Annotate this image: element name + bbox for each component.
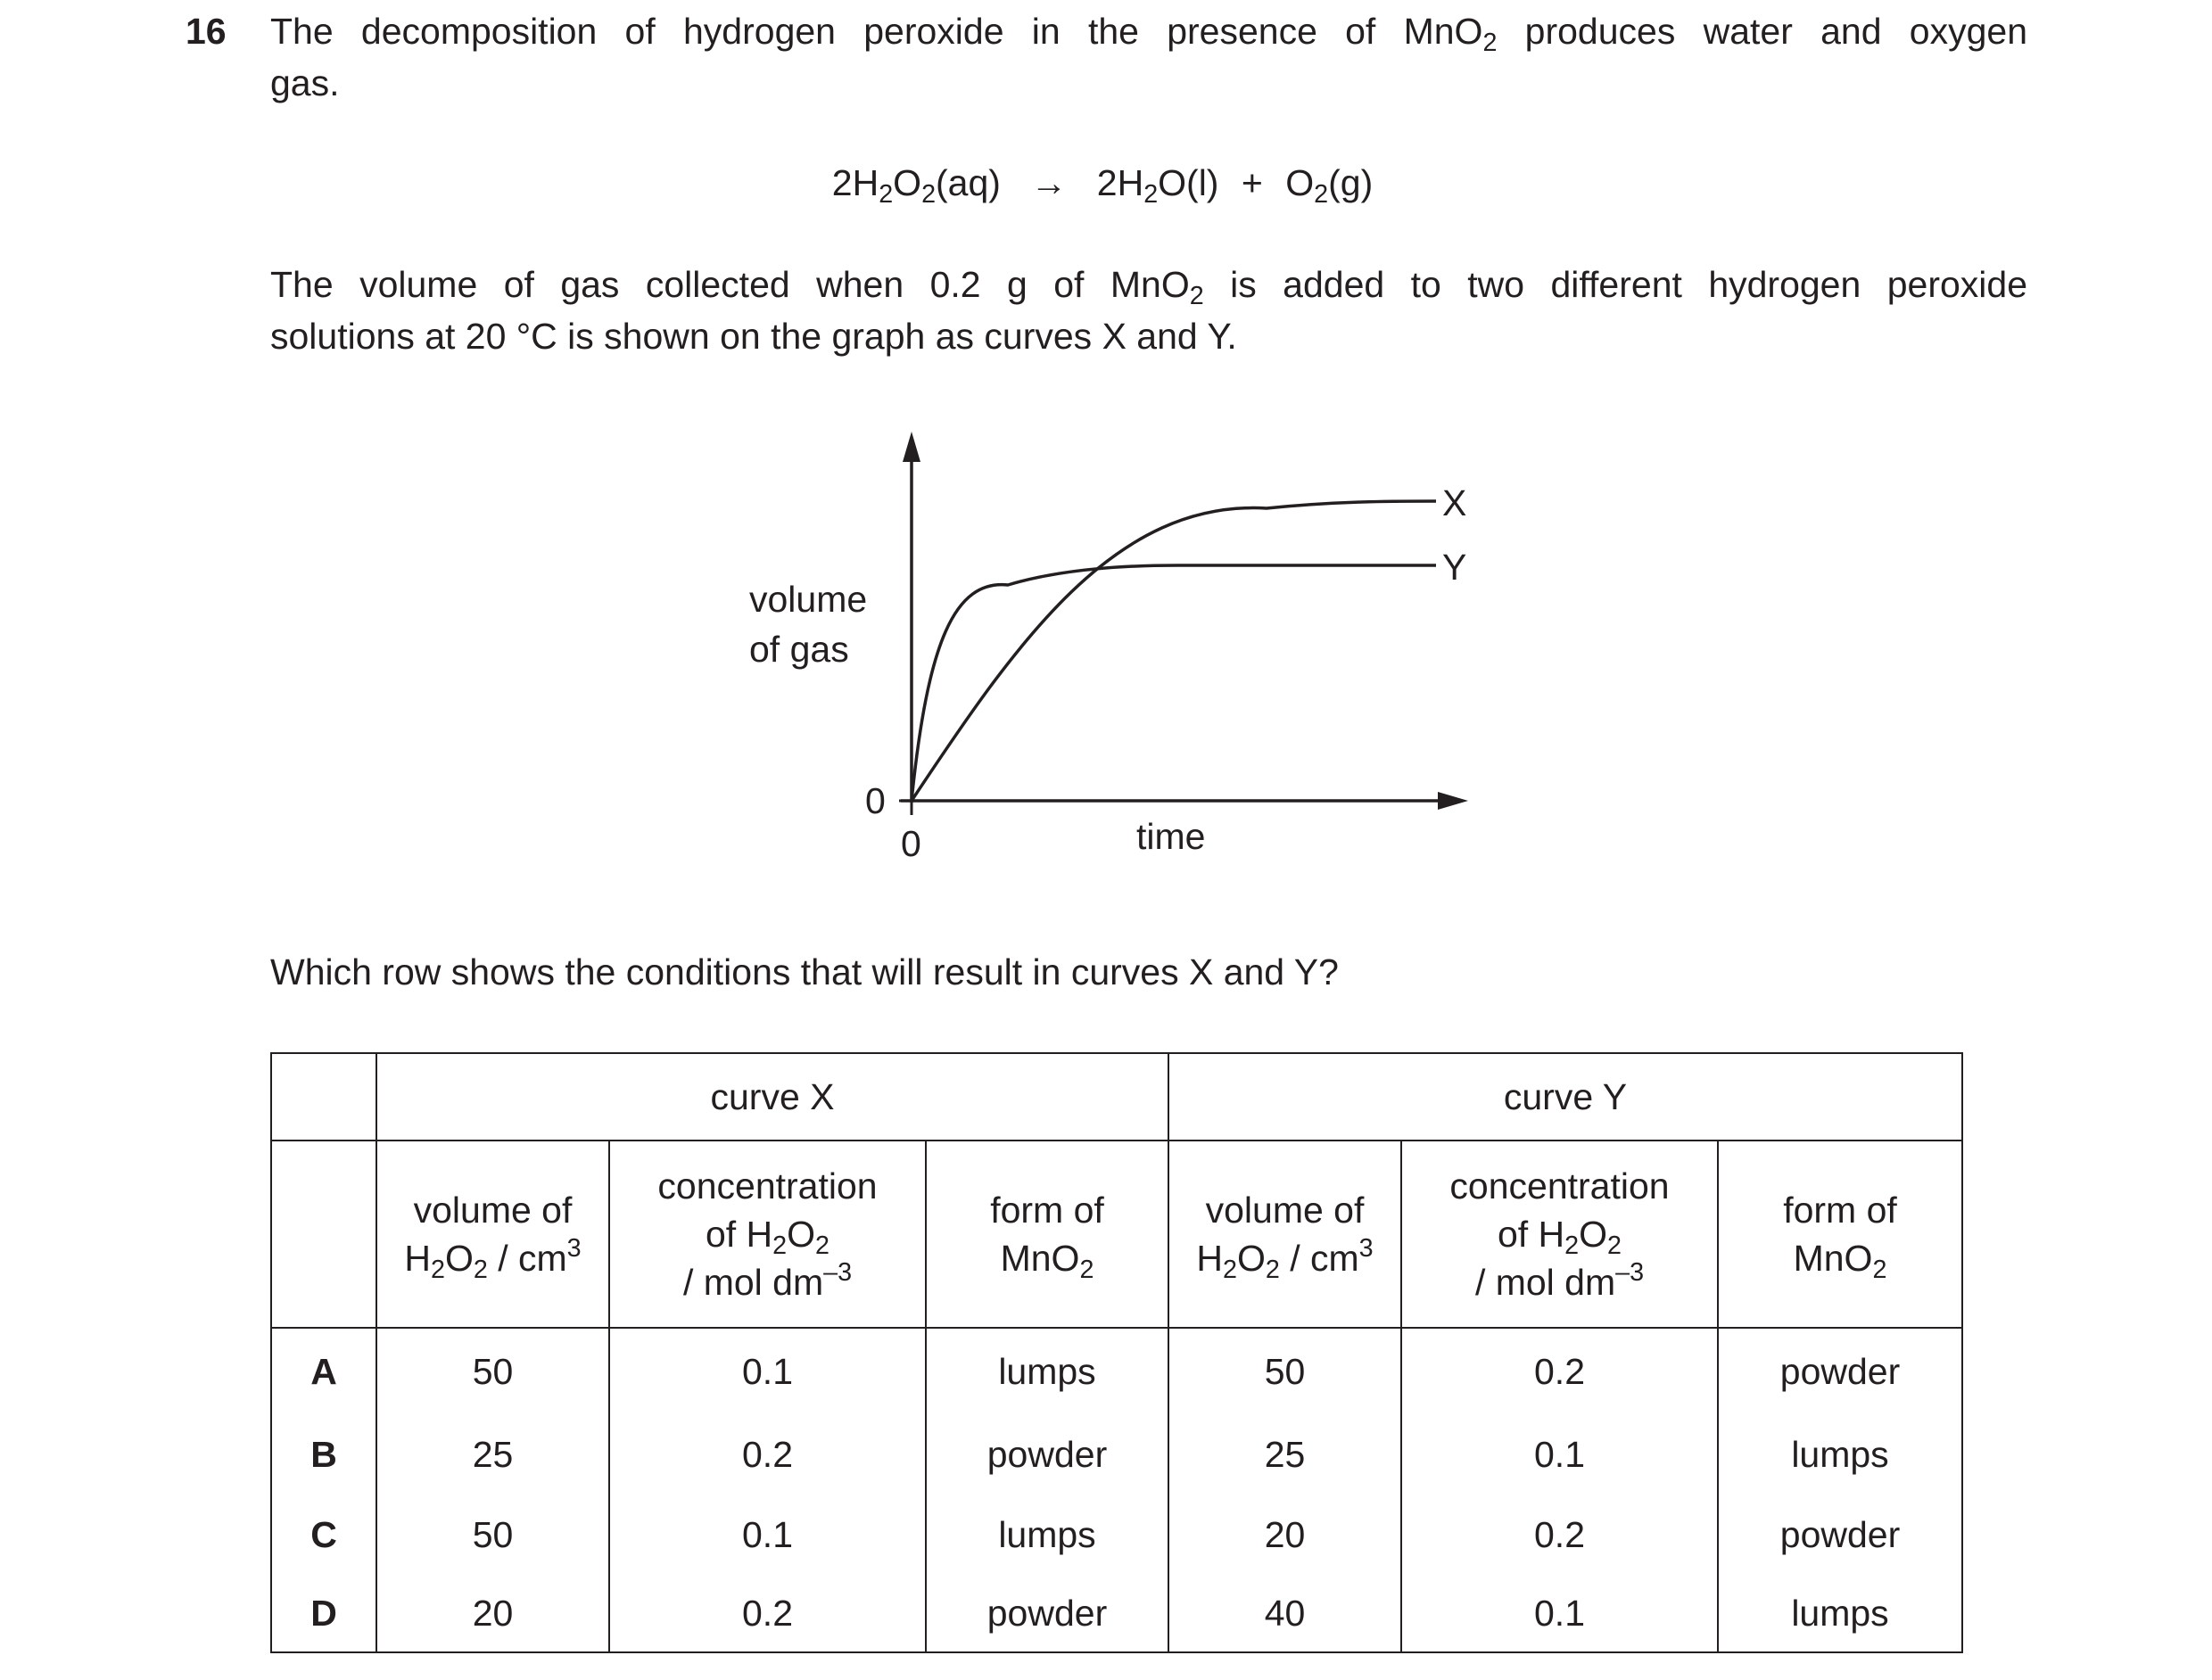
y-volume-header: volume of $H_2O_2 / cm^3$ <box>1168 1141 1401 1328</box>
y-concentration-cell: 0.1 <box>1401 1575 1718 1652</box>
x-volume-cell: 50 <box>376 1495 609 1575</box>
y-form-cell: lumps <box>1718 1414 1962 1495</box>
curve-x-group-header: curve X <box>376 1053 1168 1141</box>
x-axis-label: time <box>1136 816 1206 857</box>
x-concentration-header: concentration of $H_2O_2$ / mol $dm^{-3}$ <box>609 1141 926 1328</box>
x-origin-label: 0 <box>901 823 921 864</box>
option-letter: B <box>271 1414 376 1495</box>
curve-y-group-header: curve Y <box>1168 1053 1962 1141</box>
stem-line-2: gas. <box>270 62 340 103</box>
reaction-arrow: → <box>1030 162 1068 203</box>
blank-corner-cell <box>271 1053 376 1141</box>
x-concentration-cell: 0.2 <box>609 1414 926 1495</box>
stem-line-1: The decomposition of hydrogen peroxide in the presence of MnO$_2$ produces water and oxygen <box>270 11 2027 58</box>
question-prompt: Which row shows the conditions that will result in curves X and Y? <box>270 951 1339 992</box>
x-volume-cell: 25 <box>376 1414 609 1495</box>
y-form-cell: powder <box>1718 1328 1962 1414</box>
x-form-header: form of MnO$_2$ <box>926 1141 1168 1328</box>
x-volume-cell: 20 <box>376 1575 609 1652</box>
curve-y-label: Y <box>1442 547 1467 588</box>
x-concentration-cell: 0.2 <box>609 1575 926 1652</box>
x-concentration-cell: 0.1 <box>609 1495 926 1575</box>
y-origin-label: 0 <box>865 780 886 821</box>
y-concentration-cell: 0.2 <box>1401 1495 1718 1575</box>
x-form-cell: lumps <box>926 1495 1168 1575</box>
x-form-cell: lumps <box>926 1328 1168 1414</box>
x-form-cell: powder <box>926 1575 1168 1652</box>
y-volume-cell: 25 <box>1168 1414 1401 1495</box>
y-axis-label-line-2: of gas <box>749 629 849 670</box>
y-concentration-header: concentration of $H_2O_2$ / mol $dm^{-3}$ <box>1401 1141 1718 1328</box>
y-volume-cell: 20 <box>1168 1495 1401 1575</box>
x-axis-arrowhead <box>1438 792 1468 810</box>
y-concentration-cell: 0.1 <box>1401 1414 1718 1495</box>
context-line-2: solutions at 20 °C is shown on the graph as curves X and Y. <box>270 316 1237 357</box>
x-volume-header: volume of $H_2O_2 / cm^3$ <box>376 1141 609 1328</box>
chemical-equation: $2H_2O_2(aq) \to 2H_2O(l) + O_2(g)$ <box>831 162 1374 210</box>
blank-letter-header <box>271 1141 376 1328</box>
option-letter: C <box>271 1495 376 1575</box>
x-volume-cell: 50 <box>376 1328 609 1414</box>
answer-options-table <box>270 1052 1963 1653</box>
table-row <box>271 1495 1962 1575</box>
curve-x-label: X <box>1442 482 1467 523</box>
y-form-cell: lumps <box>1718 1575 1962 1652</box>
y-form-cell: powder <box>1718 1495 1962 1575</box>
context-line-1: The volume of gas collected when 0.2 g of MnO$_2$ is added to two different hydrogen peroxide <box>270 264 2027 311</box>
y-volume-cell: 40 <box>1168 1575 1401 1652</box>
group-header-row <box>271 1053 1962 1141</box>
table-row <box>271 1575 1962 1652</box>
column-header-row <box>271 1141 1962 1328</box>
question-number: 16 <box>186 11 227 52</box>
y-volume-cell: 50 <box>1168 1328 1401 1414</box>
x-form-cell: powder <box>926 1414 1168 1495</box>
y-concentration-cell: 0.2 <box>1401 1328 1718 1414</box>
option-letter: D <box>271 1575 376 1652</box>
table-row <box>271 1414 1962 1495</box>
y-form-header: form of MnO$_2$ <box>1718 1141 1962 1328</box>
y-axis-arrowhead <box>903 432 920 462</box>
table-row <box>271 1328 1962 1414</box>
curve-x <box>912 501 1436 801</box>
curve-y <box>912 565 1436 801</box>
x-concentration-cell: 0.1 <box>609 1328 926 1414</box>
y-axis-label-line-1: volume <box>749 579 868 620</box>
option-letter: A <box>271 1328 376 1414</box>
